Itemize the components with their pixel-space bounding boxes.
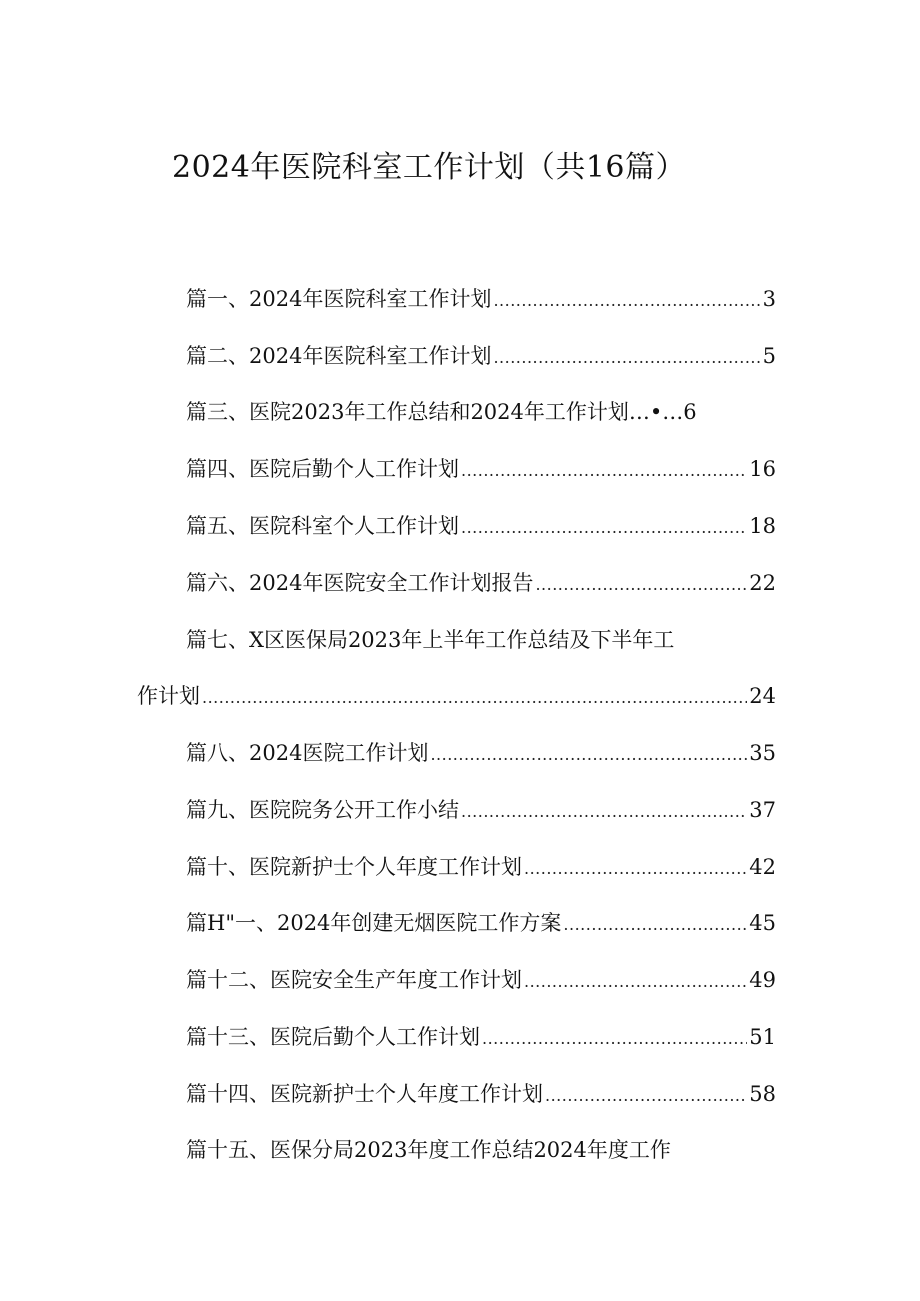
toc-leader-dots — [563, 908, 747, 942]
toc-leader-dots — [430, 738, 747, 772]
toc-leader-dots — [461, 454, 747, 488]
toc-leader-dots — [493, 284, 760, 318]
toc-entry-page: 22 — [749, 571, 776, 595]
toc-entry-label: 篇二、2024年医院科室工作计划 — [186, 344, 492, 368]
toc-entry-page: 5 — [762, 344, 776, 368]
toc-entry[interactable] — [186, 793, 776, 827]
toc-entry-label: 作计划 — [137, 684, 200, 708]
toc-leader-dots — [461, 511, 747, 545]
toc-entry-label: 篇七、X区医保局2023年上半年工作总结及下半年工 — [186, 628, 675, 652]
toc-entry-page: 3 — [762, 287, 776, 311]
toc-entry-label: 篇十二、医院安全生产年度工作计划 — [186, 968, 522, 992]
toc-entry[interactable] — [186, 906, 776, 940]
toc-leader-dots — [461, 795, 747, 829]
toc-entry[interactable] — [186, 566, 776, 600]
toc-leader-dots — [535, 568, 747, 602]
toc-entry-page: 35 — [749, 741, 776, 765]
toc-entry-label: 篇十五、医保分局2023年度工作总结2024年度工作 — [186, 1138, 671, 1162]
toc-entry[interactable] — [186, 282, 776, 316]
toc-entry-label: 篇H"一、2024年创建无烟医院工作方案 — [186, 911, 562, 935]
toc-entry-page: 16 — [749, 457, 776, 481]
toc-entry[interactable] — [186, 395, 776, 429]
toc-entry-label: 篇十三、医院后勤个人工作计划 — [186, 1025, 480, 1049]
toc-entry[interactable] — [186, 736, 776, 770]
toc-leader-dots — [524, 852, 747, 886]
toc-entry[interactable] — [186, 339, 776, 373]
toc-entry-continuation[interactable] — [137, 679, 776, 713]
toc-entry-page: 45 — [749, 911, 776, 935]
toc-entry-page: 42 — [749, 855, 776, 879]
toc-entry-label: 篇五、医院科室个人工作计划 — [186, 514, 459, 538]
toc-entry-page: 37 — [749, 798, 776, 822]
toc-entry-label: 篇四、医院后勤个人工作计划 — [186, 457, 459, 481]
toc-leader-dots — [524, 965, 747, 999]
document-title: 2024年医院科室工作计划（共16篇） — [172, 150, 687, 185]
toc-entry[interactable] — [186, 452, 776, 486]
toc-leader-dots — [482, 1022, 747, 1056]
toc-entry[interactable] — [186, 1020, 776, 1054]
toc-leader-dots — [493, 341, 760, 375]
toc-entry[interactable] — [186, 509, 776, 543]
toc-entry-label: 篇八、2024医院工作计划 — [186, 741, 429, 765]
toc-entry-page: 49 — [749, 968, 776, 992]
toc-entry[interactable] — [186, 850, 776, 884]
toc-entry-label: 篇十、医院新护士个人年度工作计划 — [186, 855, 522, 879]
toc-entry-page: 18 — [749, 514, 776, 538]
toc-entry-page: 51 — [749, 1025, 776, 1049]
toc-entry-label: 篇一、2024年医院科室工作计划 — [186, 287, 492, 311]
toc-entry-page: 58 — [749, 1082, 776, 1106]
toc-entry-label: 篇三、医院2023年工作总结和2024年工作计划…•…6 — [186, 400, 697, 424]
toc-entry-label: 篇十四、医院新护士个人年度工作计划 — [186, 1082, 543, 1106]
toc-entry[interactable] — [186, 963, 776, 997]
toc-entry[interactable] — [186, 1077, 776, 1111]
toc-entry-page: 24 — [749, 684, 776, 708]
toc-entry-label: 篇九、医院院务公开工作小结 — [186, 798, 459, 822]
toc-entry[interactable] — [186, 623, 776, 657]
toc-entry[interactable] — [186, 1133, 776, 1167]
toc-leader-dots — [545, 1079, 747, 1113]
toc-entry-label: 篇六、2024年医院安全工作计划报告 — [186, 571, 534, 595]
toc-leader-dots — [202, 681, 747, 715]
